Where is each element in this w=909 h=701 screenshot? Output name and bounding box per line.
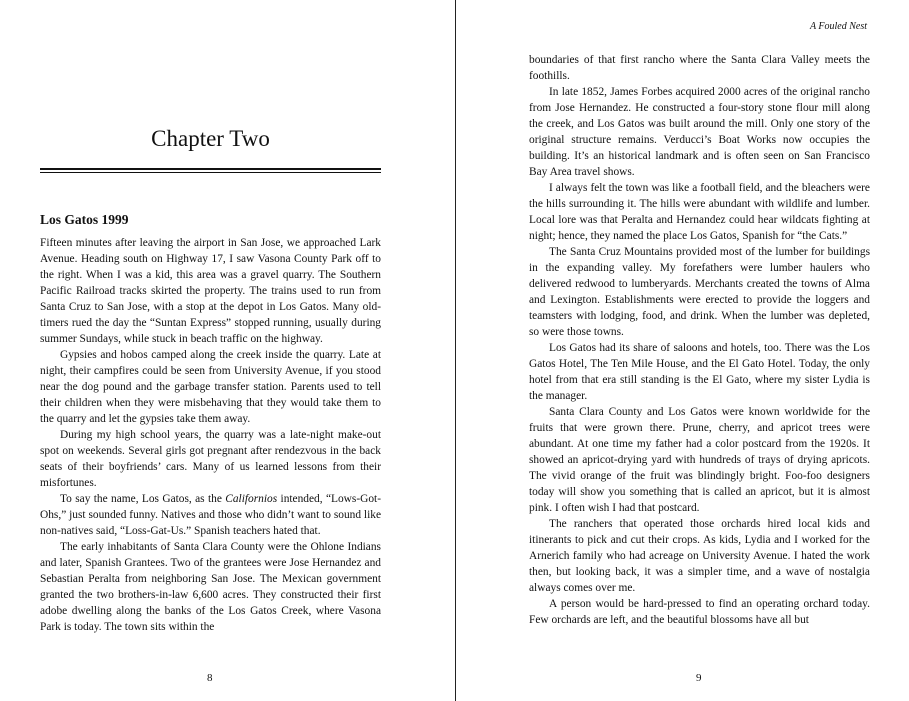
running-head: A Fouled Nest: [809, 21, 867, 32]
paragraph: Los Gatos had its share of saloons and hotels, too. There was the Los Gatos Hotel, The Ten Mile House, and the El Gato Hotel. Today, the only hotel from that era still standing is the El Gato, where my sister Lydia is the manager.: [529, 342, 870, 402]
chapter-rule-thick: [40, 168, 381, 170]
paragraph: The ranchers that operated those orchards hired local kids and itinerants to pick and cut their crops. As kids, Lydia and I worked for the Arnerich family who had acreage on University Avenue. I hated the work then, but looking back, it was a simpler time, and a wave of nostalgia always comes over me.: [529, 518, 870, 594]
right-body-text: [529, 52, 870, 628]
text-run: To say the name, Los Gatos, as the: [60, 493, 226, 505]
paragraph: In late 1852, James Forbes acquired 2000 acres of the original rancho from Jose Hernandez. He constructed a four-story stone flour mill along the creek, and Los Gatos was built around the mill. Only one story of the original structure remains. Verducci’s Boat Works now occupies the building. It’s an historical landmark and is often seen on San Francisco Bay Area travel shows.: [529, 86, 870, 178]
paragraph: Fifteen minutes after leaving the airport in San Jose, we approached Lark Avenue. Heading south on Highway 17, I saw Vasona County Park off to the right. When I was a kid, this area was a gravel quarry. The Southern Pacific Railroad tracks skirted the property. The trains used to run from Santa Cruz to San Jose, with a stop at the depot in Los Gatos. Many old-timers rued the day the “Suntan Express” stopped running, usually during summer Sundays, while stuck in beach traffic on the highway.: [40, 237, 381, 345]
page-number: 8: [207, 672, 213, 684]
paragraph: [40, 491, 381, 539]
paragraph: Gypsies and hobos camped along the creek inside the quarry. Late at night, their campfires could be seen from University Avenue, if you stood near the dog pound and the garbage transfer station. Parents used to tell their children when they were misbehaving that they would take them to the quarry and let the gypsies take them away.: [40, 349, 381, 425]
paragraph: During my high school years, the quarry was a late-night make-out spot on weekends. Several girls got pregnant after rendezvous in the back seats of their boyfriends’ cars. Many of us learned lessons from their misfortunes.: [40, 429, 381, 489]
section-heading: Los Gatos 1999: [40, 212, 129, 227]
paragraph: A person would be hard-pressed to find an operating orchard today. Few orchards are left, and the beautiful blossoms have all but: [529, 598, 870, 626]
paragraph: The early inhabitants of Santa Clara County were the Ohlone Indians and later, Spanish Grantees. Two of the grantees were Jose Hernandez and Sebastian Peralta from neighboring San Jose. The Mexican government granted the two brothers-in-law 6,600 acres. They constructed their first adobe dwelling along the banks of the Los Gatos Creek, where Vasona Park is today. The town sits within the: [40, 541, 381, 633]
chapter-title: Chapter Two: [151, 126, 270, 151]
left-body-text: [40, 235, 381, 635]
paragraph: Santa Clara County and Los Gatos were known worldwide for the fruits that were grown there. Prune, cherry, and apricot trees were abundant. At one time my father had a color postcard from the 1920s. It showed an apricot-drying yard with hundreds of trays of drying apricots. The vivid orange of the fruit was blindingly bright. Foo-foo designers today will show you something that is called an apricot, but it is almost pink. I often wish I had that postcard.: [529, 406, 870, 514]
chapter-rule-thin: [40, 172, 381, 173]
paragraph: boundaries of that first rancho where the Santa Clara Valley meets the foothills.: [529, 54, 870, 82]
page-number: 9: [696, 672, 702, 684]
italic-term: Californios: [225, 493, 278, 505]
paragraph: I always felt the town was like a football field, and the bleachers were the hills surrounding it. The hills were abundant with wildlife and lumber. Local lore was that Peralta and Hernandez could hear wildcats fighting at night; hence, they named the place Los Gatos, Spanish for “the Cats.”: [529, 182, 870, 242]
text-run: intended, “Lows-Got-Ohs,” just sounded funny. Natives and those who didn’t want to sound like non-natives said, “Loss-Gat-Us.” Spanish teachers hated that.: [40, 493, 381, 537]
right-page: [456, 0, 909, 701]
paragraph: The Santa Cruz Mountains provided most of the lumber for buildings in the expanding valley. My forefathers were lumber haulers who delivered redwood to lumberyards. Merchants created the towns of Alma and Lexington. Establishments were erected to provide the loggers and teamsters with lodging, food, and drink. When the lumber was depleted, so were those towns.: [529, 246, 870, 338]
